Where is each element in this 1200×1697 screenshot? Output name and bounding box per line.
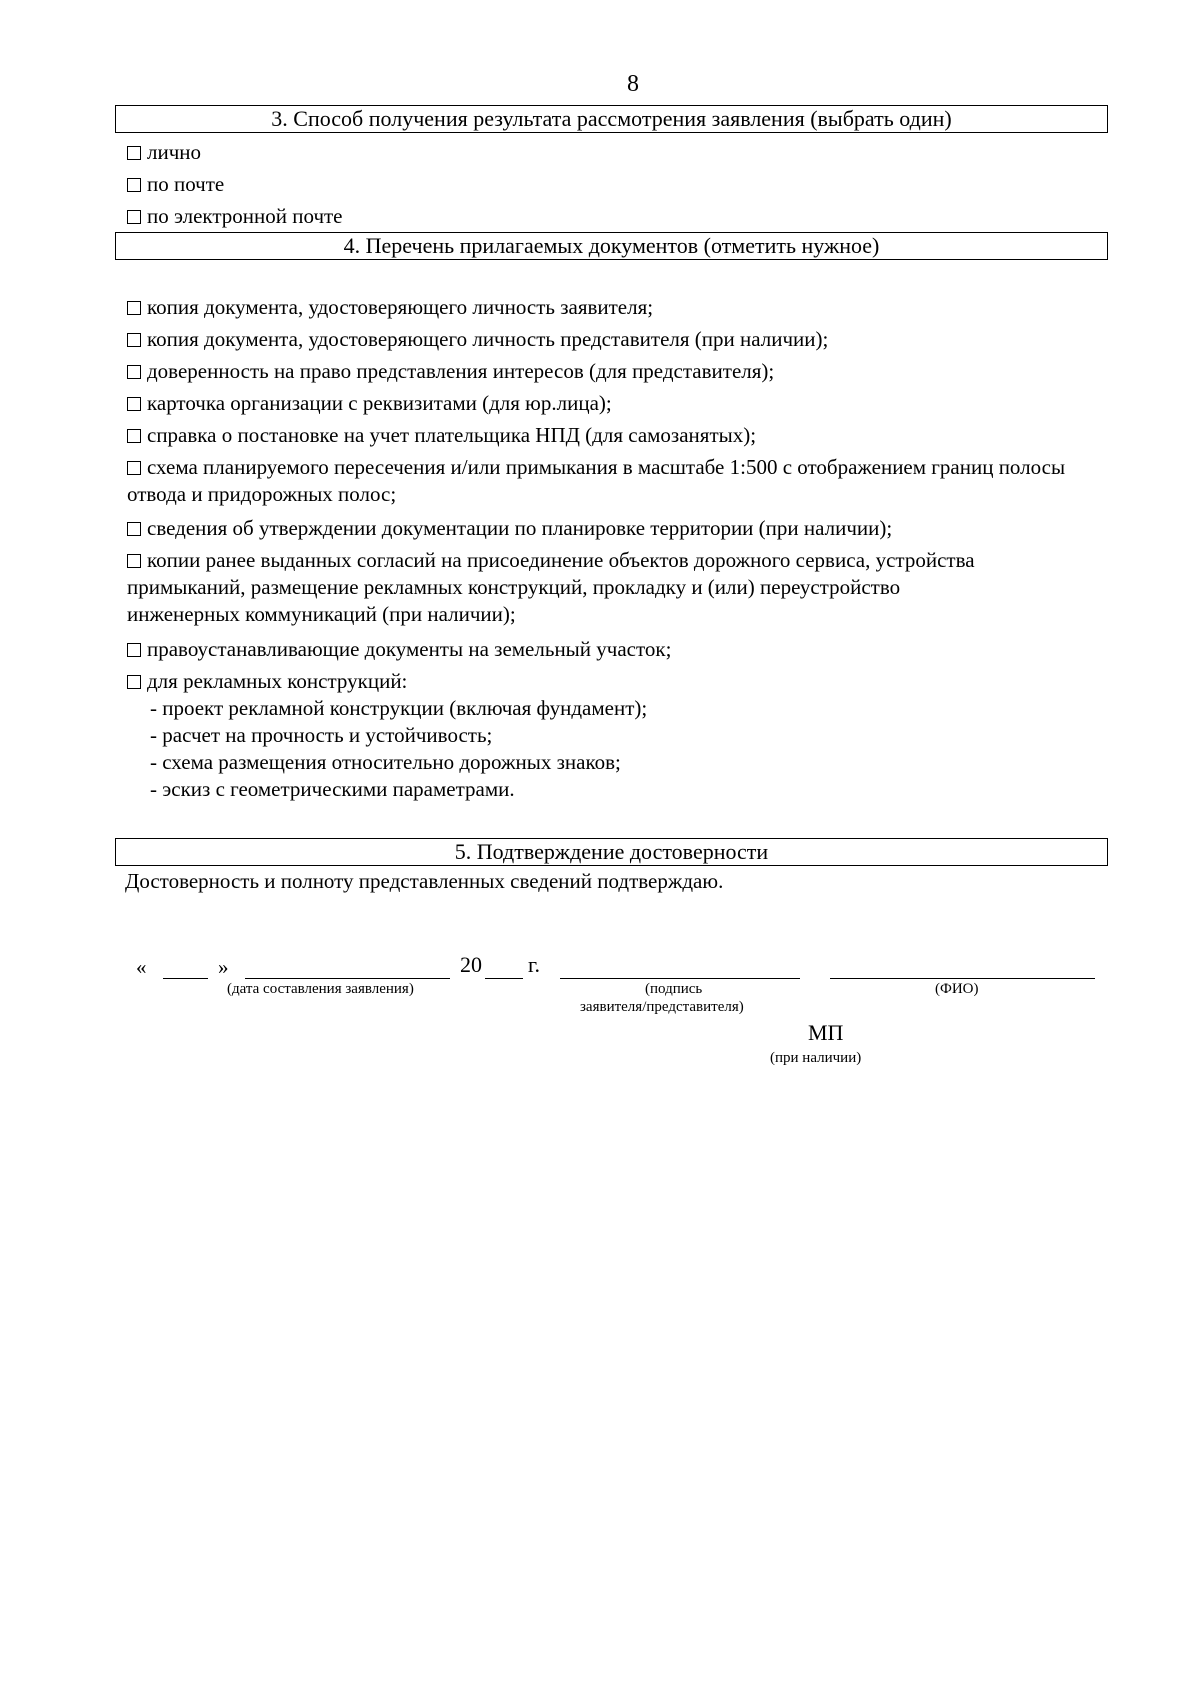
checkbox-icon[interactable] — [127, 554, 141, 568]
section-4-header: 4. Перечень прилагаемых документов (отметить нужное) — [115, 232, 1108, 260]
day-field[interactable] — [163, 978, 208, 979]
doc-item-label: карточка организации с реквизитами (для юр.лица); — [147, 391, 612, 415]
doc-item[interactable] — [127, 454, 1072, 508]
doc-item-label: сведения об утверждении документации по планировке территории (при наличии); — [147, 516, 893, 540]
section-5-header: 5. Подтверждение достоверности — [115, 838, 1108, 866]
signature-caption: (подпись — [645, 981, 703, 997]
quote-open: « — [136, 955, 147, 979]
checkbox-icon[interactable] — [127, 429, 141, 443]
option-by-email[interactable] — [127, 203, 343, 230]
page-number: 8 — [627, 71, 639, 97]
doc-item[interactable] — [127, 515, 892, 542]
doc-item-label: копия документа, удостоверяющего личность заявителя; — [147, 295, 654, 319]
checkbox-icon[interactable] — [127, 675, 141, 689]
checkbox-icon[interactable] — [127, 146, 141, 160]
doc-item-label: справка о постановке на учет плательщика НПД (для самозанятых); — [147, 423, 757, 447]
checkbox-icon[interactable] — [127, 301, 141, 315]
stamp-caption: (при наличии) — [770, 1050, 862, 1066]
year-suffix: г. — [528, 952, 541, 977]
checkbox-icon[interactable] — [127, 643, 141, 657]
checkbox-icon[interactable] — [127, 178, 141, 192]
doc-subitem: - расчет на прочность и устойчивость; — [150, 723, 493, 747]
year-prefix: 20 — [460, 952, 482, 977]
fio-caption: (ФИО) — [935, 981, 979, 997]
option-by-mail[interactable] — [127, 171, 224, 198]
checkbox-icon[interactable] — [127, 210, 141, 224]
doc-item[interactable] — [127, 294, 653, 321]
doc-subitem: - эскиз с геометрическими параметрами. — [150, 777, 515, 801]
stamp-label: МП — [808, 1020, 844, 1045]
checkbox-icon[interactable] — [127, 365, 141, 379]
option-label: лично — [147, 140, 202, 164]
doc-item-label: доверенность на право представления интересов (для представителя); — [147, 359, 775, 383]
year-field[interactable] — [485, 978, 523, 979]
doc-item[interactable] — [127, 668, 407, 695]
doc-item[interactable] — [127, 358, 774, 385]
doc-subitem: - схема размещения относительно дорожных знаков; — [150, 750, 621, 774]
checkbox-icon[interactable] — [127, 461, 141, 475]
checkbox-icon[interactable] — [127, 397, 141, 411]
date-caption: (дата составления заявления) — [227, 981, 414, 997]
signature-caption-2: заявителя/представителя) — [580, 999, 744, 1015]
month-field[interactable] — [245, 978, 450, 979]
doc-item[interactable] — [127, 390, 612, 417]
option-label: по почте — [147, 172, 225, 196]
confirmation-statement: Достоверность и полноту представленных сведений подтверждаю. — [125, 869, 724, 893]
fio-field[interactable] — [830, 978, 1095, 979]
doc-item[interactable] — [127, 547, 1007, 628]
doc-item-label: схема планируемого пересечения и/или примыкания в масштабе 1:500 с отображением границ полосы отвода и придорожных полос; — [127, 455, 1066, 506]
doc-item[interactable] — [127, 422, 756, 449]
doc-item-label: копия документа, удостоверяющего личность представителя (при наличии); — [147, 327, 829, 351]
doc-item-label: правоустанавливающие документы на земельный участок; — [147, 637, 672, 661]
quote-close: » — [218, 955, 229, 979]
section-3-header: 3. Способ получения результата рассмотрения заявления (выбрать один) — [115, 105, 1108, 133]
doc-item-label: копии ранее выданных согласий на присоединение объектов дорожного сервиса, устройства примыканий, размещение рекламных конструкций, прокладку и (или) переустройство инженерных коммуникаций (при наличии); — [127, 548, 975, 626]
option-label: по электронной почте — [147, 204, 343, 228]
doc-subitem: - проект рекламной конструкции (включая фундамент); — [150, 696, 648, 720]
checkbox-icon[interactable] — [127, 522, 141, 536]
checkbox-icon[interactable] — [127, 333, 141, 347]
doc-item-label: для рекламных конструкций: — [147, 669, 408, 693]
option-in-person[interactable] — [127, 139, 201, 166]
doc-item[interactable] — [127, 636, 671, 663]
doc-item[interactable] — [127, 326, 828, 353]
signature-field[interactable] — [560, 978, 800, 979]
